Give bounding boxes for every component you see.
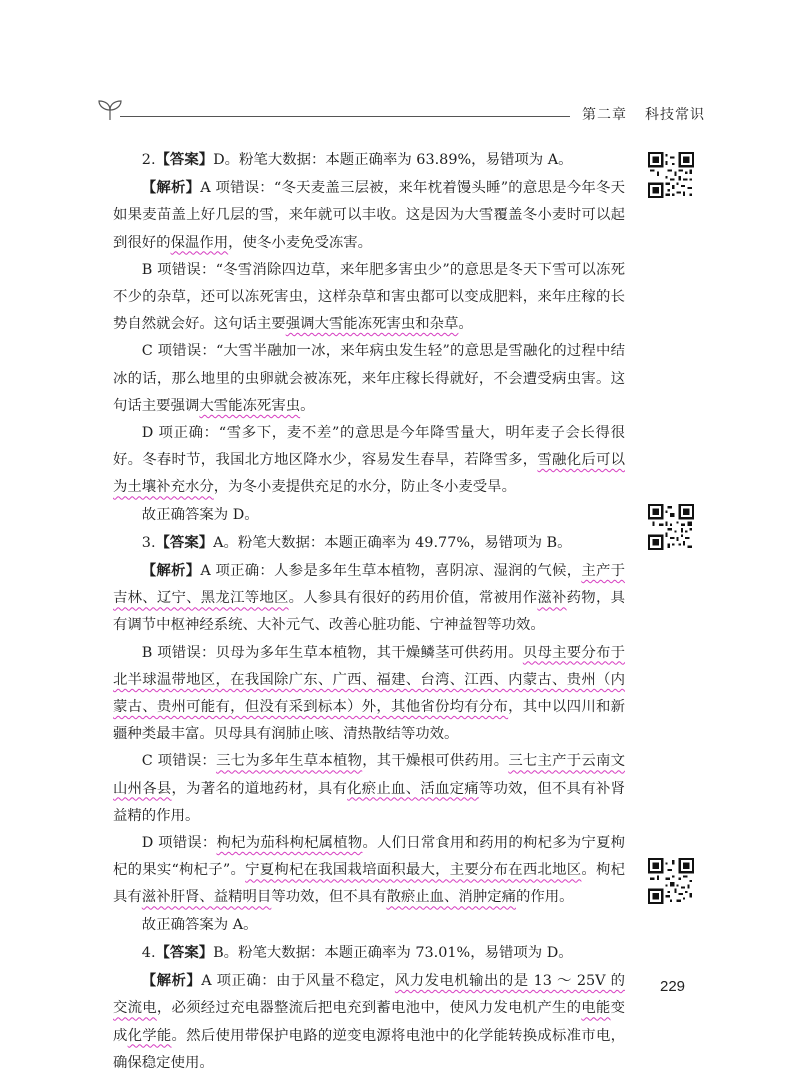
- q2-number: 2.: [141, 152, 156, 168]
- q2-conclusion: 故正确答案为 D。: [141, 506, 259, 523]
- q2-answer: 2.【答案】D。粉笔大数据：本题正确率为 63.89%，易错项为 A。: [141, 151, 573, 168]
- answer-tag: 【答案】: [155, 943, 214, 961]
- q2-analysis-d: D 项正确：“雪多下，麦不差”的意思是今年降雪量大，明年麦子会长得很好。冬春时节，我国北方地区降水少，容易发生春旱，若降雪多，雪融化后可以为土壤补充水分，为冬小麦提供充足的水分，防止冬小麦受旱。: [113, 425, 625, 496]
- analysis-tag: 【解析】: [141, 179, 201, 197]
- chapter-header: [582, 104, 705, 124]
- qr-code-icon[interactable]: [648, 504, 694, 550]
- q3-number: 3.: [141, 534, 156, 551]
- header-rule: [120, 116, 570, 117]
- q3-answer: 3.【答案】A。粉笔大数据：本题正确率为 49.77%，易错项为 B。: [141, 533, 572, 551]
- q2-analysis-a: 【解析】A 项错误：“冬天麦盖三层被，来年枕着馒头睡”的意思是今年冬天如果麦苗盖上好几层的雪，来年就可以丰收。这是因为大雪覆盖冬小麦时可以起到很好的保温作用，使冬小麦免受冻害。: [113, 179, 625, 251]
- q4-answer: 4.【答案】B。粉笔大数据：本题正确率为 73.01%，易错项为 D。: [141, 943, 573, 961]
- q2-analysis-b: B 项错误：“冬雪消除四边草，来年肥多害虫少”的意思是冬天下雪可以冻死不少的杂草，还可以冻死害虫，这样杂草和害虫都可以变成肥料，来年庄稼的长势自然就会好。这句话主要强调大雪能冻死害虫和杂草。: [113, 261, 625, 333]
- qr-code-icon[interactable]: [648, 858, 694, 904]
- q3-analysis-a: 【解析】A 项正确：人参是多年生草本植物，喜阴凉、湿润的气候，主产于吉林、辽宁、黑龙江等地区。人参具有很好的药用价值，常被用作滋补药物，具有调节中枢神经系统、大补元气、改善心脏功能、宁神益智等功效。: [113, 562, 625, 634]
- q3-conclusion: 故正确答案为 A。: [141, 916, 258, 933]
- q3-analysis-b: B 项错误：贝母为多年生草本植物，其干燥鳞茎可供药用。贝母主要分布于北半球温带地区，在我国除广东、广西、福建、台湾、江西、内蒙古、贵州（内蒙古、贵州可能有，但没有采到标本）外，其他省份均有分布，其中以四川和新疆种类最丰富。贝母具有润肺止咳、清热散结等功效。: [113, 644, 625, 743]
- leaf-icon: [96, 98, 124, 122]
- q3-analysis-d: D 项错误：枸杞为茄科枸杞属植物。人们日常食用和药用的枸杞多为宁夏枸杞的果实“枸杞子”。宁夏枸杞在我国栽培面积最大，主要分布在西北地区。枸杞具有滋补肝肾、益精明目等功效，但不具有散瘀止血、消肿定痛的作用。: [113, 835, 625, 906]
- answer-tag: 【答案】: [155, 533, 214, 551]
- q3-analysis-c: C 项错误：三七为多年生草本植物，其干燥根可供药用。三七主产于云南文山州各县，为著名的道地药材，具有化瘀止血、活血定痛等功效，但不具有补肾益精的作用。: [113, 753, 625, 824]
- chapter-title: 科技常识: [645, 107, 705, 123]
- answer-tag: 【答案】: [155, 151, 214, 168]
- page-number: 229: [660, 978, 686, 995]
- q2-analysis-c: C 项错误：“大雪半融加一冰，来年病虫发生轻”的意思是雪融化的过程中结冰的话，那么地里的虫卵就会被冻死，来年庄稼长得就好，不会遭受病虫害。这句话主要强调大雪能冻死害虫。: [113, 343, 625, 414]
- qr-code-icon[interactable]: [648, 152, 694, 198]
- chapter-number: 第二章: [582, 107, 627, 123]
- analysis-tag: 【解析】: [141, 562, 201, 580]
- main-content: [113, 146, 625, 1077]
- q4-analysis-a: 【解析】A 项正确：由于风量不稳定，风力发电机输出的是 13 ～ 25V 的交流电，必须经过充电器整流后把电充到蓄电池中，使风力发电机产生的电能变成化学能。然后使用带保护电路的逆变电源将电池中的化学能转换成标准市电，确保稳定使用。: [113, 972, 625, 1071]
- analysis-tag: 【解析】: [141, 972, 202, 990]
- q4-number: 4.: [141, 944, 156, 961]
